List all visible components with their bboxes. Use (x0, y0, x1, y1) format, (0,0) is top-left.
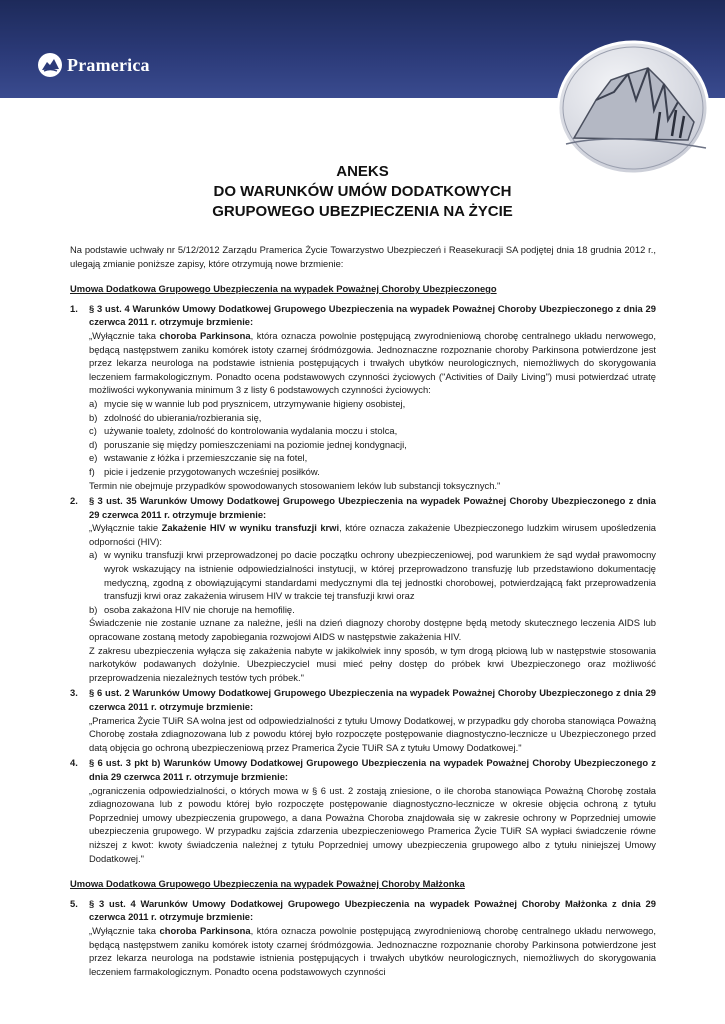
list-item (89, 411, 656, 425)
item-number: 4. (70, 757, 78, 769)
item-paragraph: Termin nie obejmuje przypadków spowodowanych stosowaniem leków lub substancji toksycznych." (89, 479, 501, 491)
amendment-item (70, 686, 656, 754)
amendment-item (70, 897, 656, 979)
section-heading: Umowa Dodatkowa Grupowego Ubezpieczenia na wypadek Poważnej Choroby Ubezpieczonego (70, 283, 497, 295)
list-text: używanie toalety, zdolność do kontrolowania wydalania moczu i stolca, (104, 425, 398, 437)
item-heading: § 6 ust. 2 Warunków Umowy Dodatkowej Grupowego Ubezpieczenia na wypadek Poważnej Choroby Ubezpieczonego z dnia 29 czerwca 2011 r. otrzymuje brzmienie: (89, 687, 656, 712)
list-label: b) (89, 603, 98, 615)
conditions-list (89, 548, 656, 616)
title-line: ANEKS (336, 163, 389, 180)
item-heading: § 3 ust. 4 Warunków Umowy Dodatkowej Grupowego Ubezpieczenia na wypadek Poważnej Choroby Małżonka z dnia 29 czerwca 2011 r. otrzymuje brzmienie: (89, 897, 656, 923)
item-heading: § 3 ust. 35 Warunków Umowy Dodatkowej Grupowego Ubezpieczenia na wypadek Poważnej Choroby Ubezpieczonego z dnia 29 czerwca 2011 r. otrzymuje brzmienie: (89, 495, 656, 520)
item-heading: § 3 ust. 4 Warunków Umowy Dodatkowej Grupowego Ubezpieczenia na wypadek Poważnej Choroby Ubezpieczonego z dnia 29 czerwca 2011 r. otrzymuje brzmienie: (89, 302, 656, 328)
list-label: d) (89, 438, 98, 450)
brand-logo (38, 53, 150, 77)
list-text: wstawanie z łóżka i przemieszczanie się na fotel, (104, 452, 308, 464)
item-quote (89, 329, 656, 397)
list-label: a) (89, 549, 98, 561)
list-text: poruszanie się między pomieszczeniami na poziomie jednej kondygnacji, (104, 438, 407, 450)
document-body (70, 243, 656, 978)
conditions-list (89, 397, 656, 479)
item-number: 3. (70, 687, 78, 699)
quote-text: „Wyłącznie taka (89, 329, 160, 341)
quote-term: Zakażenie HIV w wyniku transfuzji krwi (161, 522, 340, 534)
quote-text: , która oznacza powolnie postępującą zwyrodnieniową chorobę centralnego układu nerwowego, będącą następstwem zaniku komórek istoty czarnej śródmózgowia. Jednoznaczne rozpoznanie choroby Parkinsona potwierdzone jest przez lekarza neurologa na podstawie istnienia postępujących i trwałych ubytków neurologicznych, niemożliwych do skorygowania leczeniem farmakologicznym. Ponadto ocena podstawowych czynności (89, 924, 657, 977)
list-item (89, 397, 656, 411)
list-label: e) (89, 452, 98, 464)
item-heading: § 6 ust. 3 pkt b) Warunków Umowy Dodatkowej Grupowego Ubezpieczenia na wypadek Poważnej Choroby Ubezpieczonego z dnia 29 czerwca 2011 r. otrzymuje brzmienie: (89, 757, 656, 782)
item-paragraph: Z zakresu ubezpieczenia wyłącza się zakażenia nabyte w jakikolwiek inny sposób, w tym drogą płciową lub w następstwie stosowania narkotyków podawanych dożylnie. Ubezpieczyciel musi mieć pełny dostęp do próbek krwi Ubezpieczonego oraz możliwość przeprowadzenia niezależnych testów tych próbek." (89, 644, 656, 683)
list-text: w wyniku transfuzji krwi przeprowadzonej po dacie początku ochrony ubezpieczeniowej, pod warunkiem że sąd wydał prawomocny wyrok wskazujący na istnienie odpowiedzialności instytucji, w której przeprowadzono transfuzję lub przedstawiono dokumentację medyczną, zgodną z obowiązującymi standardami medycznymi dla tej jednostki chorobowej, potwierdzającą fakt przeprowadzenia transfuzji krwi oraz zakażenia wirusem HIV w trakcie tej transfuzji krwi oraz (104, 549, 656, 602)
item-number: 5. (70, 897, 78, 909)
list-item (89, 603, 656, 617)
list-text: picie i jedzenie przygotowanych wcześniej posiłków. (104, 465, 320, 477)
intro-paragraph: Na podstawie uchwały nr 5/12/2012 Zarządu Pramerica Życie Towarzystwo Ubezpieczeń i Reasekuracji SA podjętej dnia 18 grudnia 2012 r., ulegają zmianie poniższe zapisy, które otrzymują nowe brzmienie: (70, 244, 656, 269)
item-paragraph: Świadczenie nie zostanie uznane za należne, jeśli na dzień diagnozy choroby dostępne będą metody skutecznego leczenia AIDS lub opracowane zostaną metody zapobiegania rozwojowi AIDS w następstwie zakażenia HIV. (89, 617, 656, 643)
item-quote: „ograniczenia odpowiedzialności, o których mowa w § 6 ust. 2 zostają zniesione, o ile choroba stanowiąca Poważną Chorobę została zdiagnozowana lub z powodu której było rozpoczęte postępowanie diagnostyczno-lecznicze w okresie objęcia ochroną z tytułu Poprzedniej umowy ubezpieczenia grupowego, a dana Poważna Choroba znajdowała się w zakresie ochrony w Poprzedniej umowie ubezpieczenia grupowego. W przypadku zajścia zdarzenia ubezpieczeniowego Pramerica Życie TUiR SA wypłaci świadczenie równe niższej z kwot: kwoty świadczenia należnej z tytułu Poprzedniej umowy ubezpieczenia grupowego albo z tytułu niniejszej Umowy Dodatkowej." (89, 784, 656, 864)
quote-text: „Wyłącznie taka (89, 924, 160, 936)
amendment-item (70, 494, 656, 684)
list-item (89, 465, 656, 479)
list-label: c) (89, 425, 97, 437)
brand-name: Pramerica (67, 54, 150, 75)
list-item (89, 424, 656, 438)
item-quote (89, 521, 656, 548)
list-text: zdolność do ubierania/rozbierania się, (104, 411, 262, 423)
list-item (89, 438, 656, 452)
list-label: a) (89, 397, 98, 409)
item-number: 1. (70, 302, 78, 314)
list-text: mycie się w wannie lub pod prysznicem, utrzymywanie higieny osobistej, (104, 397, 406, 409)
list-text: osoba zakażona HIV nie choruje na hemofilię. (104, 603, 295, 615)
list-item (89, 548, 656, 602)
amendment-item (70, 756, 656, 865)
quote-term: choroba Parkinsona (159, 924, 251, 936)
amendment-item (70, 302, 656, 492)
quote-text: „Wyłącznie takie (89, 522, 162, 534)
item-quote (89, 924, 656, 978)
item-number: 2. (70, 495, 78, 507)
section-heading: Umowa Dodatkowa Grupowego Ubezpieczenia na wypadek Poważnej Choroby Małżonka (70, 878, 465, 890)
list-label: f) (89, 465, 95, 477)
list-item (89, 451, 656, 465)
rock-seal-icon (556, 40, 711, 176)
item-quote: „Pramerica Życie TUiR SA wolna jest od odpowiedzialności z tytułu Umowy Dodatkowej, w przypadku gdy choroba stanowiąca Poważną Chorobę została zdiagnozowana lub z powodu której było rozpoczęte postępowanie diagnostyczno-lecznicze u Ubezpieczonego przed datą objęcia go ochroną ubezpieczeniową przez Pramerica Życie TUiR SA z tytułu Umowy Dodatkowej." (89, 714, 656, 753)
quote-text: , która oznacza powolnie postępującą zwyrodnieniową chorobę centralnego układu nerwowego, będącą następstwem zaniku komórek istoty czarnej śródmózgowia. Jednoznaczne rozpoznanie choroby Parkinsona potwierdzone jest przez lekarza neurologa na podstawie istnienia postępujących i trwałych ubytków neurologicznych, niemożliwych do skorygowania leczeniem farmakologicznym. Ponadto ocena podstawowych czynności życiowych ("Activities of Daily Living") musi potwierdzać utratę możliwości wykonywania minimum 3 z listy 6 podstawowych czynności życiowych: (89, 329, 657, 396)
document-title (0, 162, 725, 222)
title-line: GRUPOWEGO UBEZPIECZENIA NA ŻYCIE (212, 203, 513, 220)
rock-logo-icon (38, 53, 62, 77)
title-line: DO WARUNKÓW UMÓW DODATKOWYCH (213, 183, 512, 200)
quote-term: choroba Parkinsona (159, 329, 251, 341)
list-label: b) (89, 411, 98, 423)
quote-text: , które oznacza zakażenie Ubezpieczonego ludzkim wirusem upośledzenia odporności (HIV): (89, 522, 657, 547)
